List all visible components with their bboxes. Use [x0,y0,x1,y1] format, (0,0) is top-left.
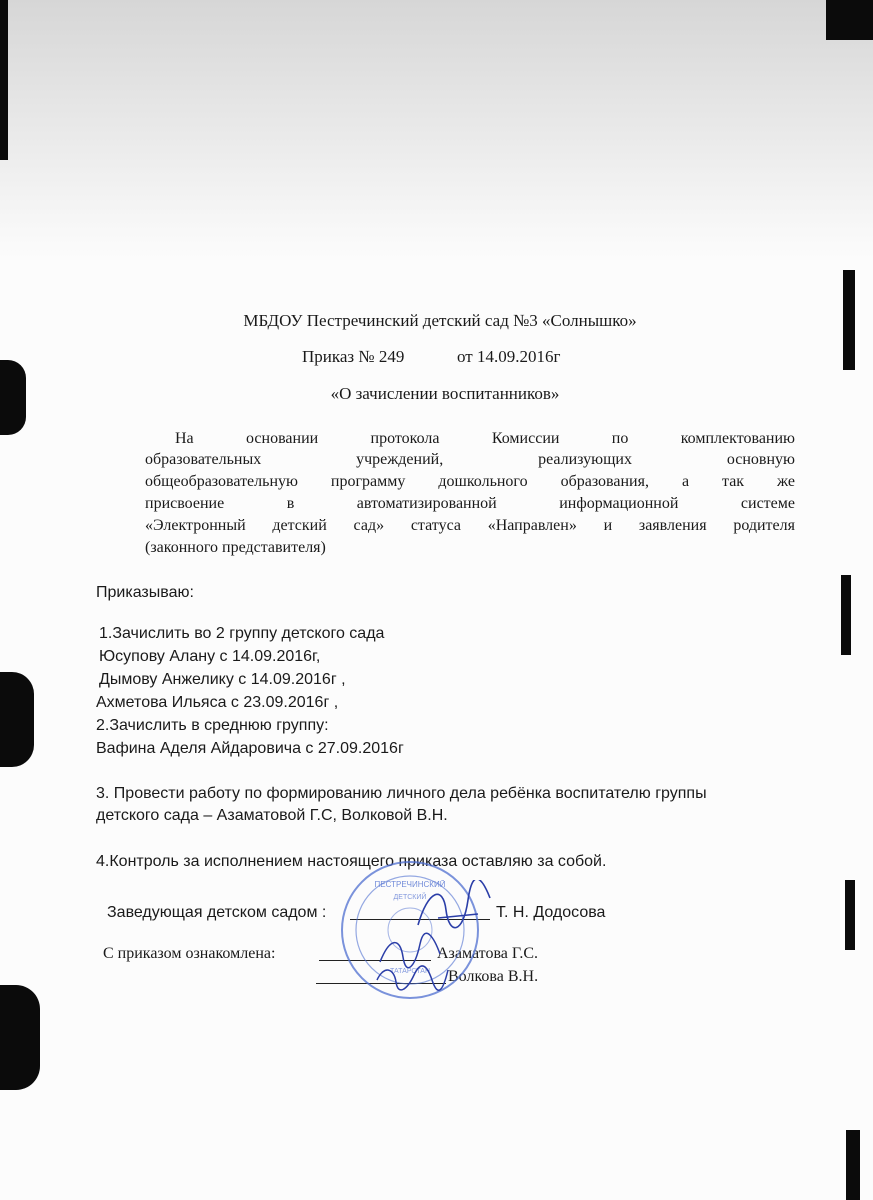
head-signature-name: Т. Н. Додосова [496,904,606,921]
stamp-text-bottom: ТАТАРСТАН [389,968,431,975]
preamble-line-5: «Электронный детский сад» статуса «Направлен» и заявления родителя [145,517,795,534]
head-signature-scribble [408,880,498,940]
acknowledgement-label: С приказом ознакомлена: [103,945,276,962]
item-1-child-1: Юсупову Алану с 14.09.2016г, [99,648,321,665]
scan-right-mark-3 [845,880,855,950]
org-name: МБДОУ Пестречинский детский сад №3 «Солнышко» [243,311,637,330]
scan-right-mark-4 [846,1130,860,1200]
item-4: 4.Контроль за исполнением настоящего приказа оставляю за собой. [96,853,607,870]
scan-top-haze [0,0,873,260]
scan-left-mark-1 [0,360,26,435]
scan-left-edge-top [0,0,8,160]
item-2-heading: 2.Зачислить в среднюю группу: [96,717,329,734]
acknowledgement-name-1: Азаматова Г.С. [437,945,539,962]
item-2-child-1: Вафина Аделя Айдаровича с 27.09.2016г [96,740,404,757]
order-subject: «О зачислении воспитанников» [330,384,560,403]
order-number: Приказ № 249 [302,347,405,366]
item-1-child-3: Ахметова Ильяса с 23.09.2016г , [96,694,339,711]
preamble-line-1: На основании протокола Комиссии по комплектованию [175,430,795,447]
scan-right-mark-1 [843,270,855,370]
head-signature-role: Заведующая детском садом : [107,904,327,921]
scan-right-edge-top [826,0,873,40]
scan-left-mark-3 [0,985,40,1090]
item-1-child-2: Дымову Анжелику с 14.09.2016г , [99,671,346,688]
scan-right-mark-2 [841,575,851,655]
item-3-line-2: детского сада – Азаматовой Г.С, Волковой В.Н. [96,807,448,824]
preamble-line-4: присвоение в автоматизированной информационной системе [145,495,795,512]
stamp-text-middle: ДЕТСКИЙ [393,894,427,901]
preamble-line-2: образовательных учреждений, реализующих основную [145,451,795,468]
item-3-line-1: 3. Провести работу по формированию личного дела ребёнка воспитателю группы [96,785,707,802]
item-1-heading: 1.Зачислить во 2 группу детского сада [99,625,385,642]
stamp-text-top: ПЕСТРЕЧИНСКИЙ [374,880,446,889]
acknowledgement-signature-2 [372,960,452,1000]
scan-left-mark-2 [0,672,34,767]
preamble-line-6: (законного представителя) [145,539,326,556]
order-date: от 14.09.2016г [457,347,561,366]
order-word: Приказываю: [96,584,194,601]
preamble-line-3: общеобразовательную программу дошкольного образования, а так же [145,473,795,490]
acknowledgement-name-2: Волкова В.Н. [448,968,539,985]
